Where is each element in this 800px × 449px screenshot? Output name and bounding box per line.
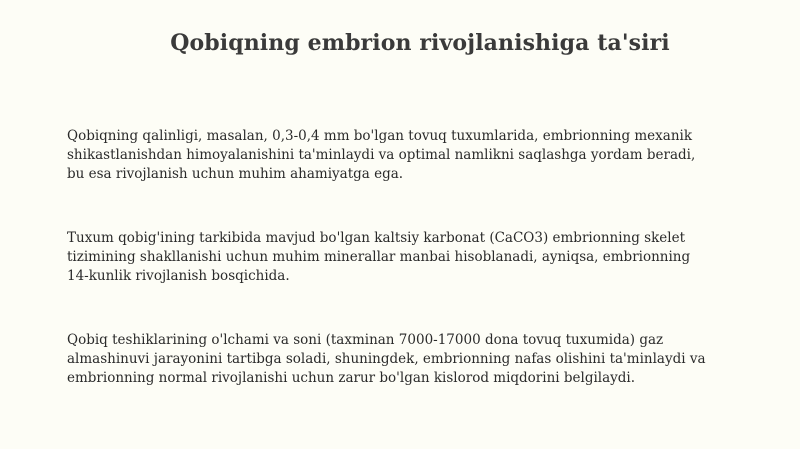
paragraph-line: 14-kunlik rivojlanish bosqichida. (67, 268, 290, 284)
paragraph-line: Qobiq teshiklarining o'lchami va soni (taxminan 7000-17000 dona tovuq tuxumida) gaz (67, 332, 664, 348)
paragraph-line: embrionning normal rivojlanishi uchun zarur bo'lgan kislorod miqdorini belgilaydi. (67, 370, 636, 386)
paragraph-line: bu esa rivojlanish uchun muhim ahamiyatga ega. (67, 166, 404, 182)
slide-title: Qobiqning embrion rivojlanishiga ta'siri (170, 30, 670, 56)
paragraph-line: almashinuvi jarayonini tartibga soladi, shuningdek, embrionning nafas olishini ta'minlaydi va (67, 351, 706, 367)
paragraph-shell-thickness (67, 127, 757, 184)
paragraph-line: Tuxum qobig'ining tarkibida mavjud bo'lgan kaltsiy karbonat (CaCO3) embrionning skelet (67, 230, 686, 246)
paragraph-line: shikastlanishdan himoyalanishini ta'minlaydi va optimal namlikni saqlashga yordam beradi, (67, 147, 696, 163)
paragraph-shell-pores (67, 331, 757, 388)
paragraph-line: Qobiqning qalinligi, masalan, 0,3-0,4 mm bo'lgan tovuq tuxumlarida, embrionning mexanik (67, 128, 693, 144)
paragraph-calcium-carbonate (67, 229, 757, 286)
paragraph-line: tizimining shakllanishi uchun muhim minerallar manbai hisoblanadi, ayniqsa, embrionning (67, 249, 691, 265)
